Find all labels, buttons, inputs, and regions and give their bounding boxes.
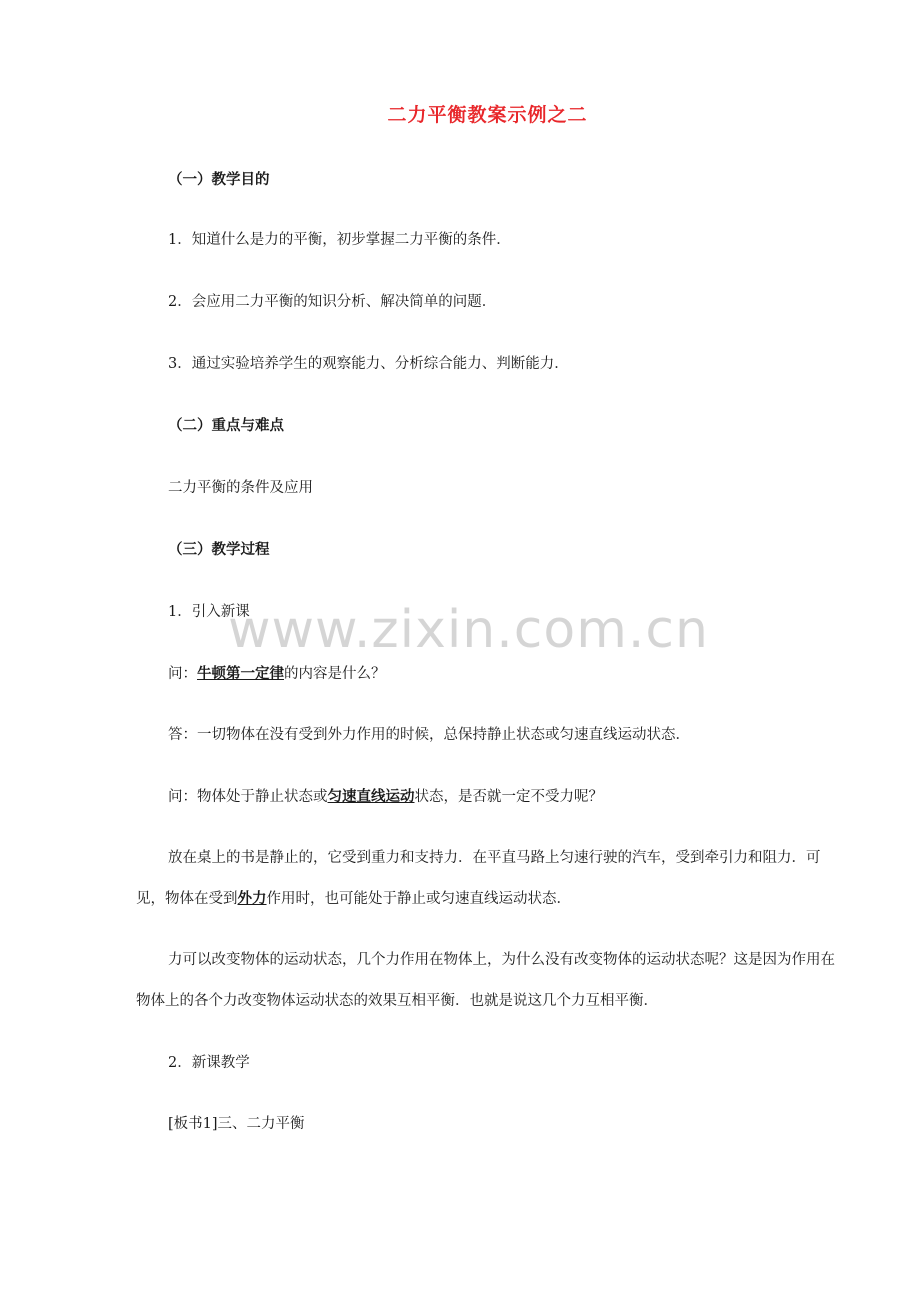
objective-item-1: 1．知道什么是力的平衡，初步掌握二力平衡的条件． bbox=[168, 232, 511, 248]
step-new-lesson: 2．新课教学 bbox=[168, 1055, 250, 1071]
objective-item-2: 2．会应用二力平衡的知识分析、解决简单的问题． bbox=[168, 294, 497, 310]
paragraph-balance-explanation: 力可以改变物体的运动状态，几个力作用在物体上，为什么没有改变物体的运动状态呢？这是因为作用在物体上的各个力改变物体运动状态的效果互相平衡．也就是说这几个力互相平衡． bbox=[136, 952, 835, 1009]
question-2-suffix: 状态，是否就一定不受力呢？ bbox=[414, 789, 603, 805]
paragraph-examples bbox=[136, 838, 846, 920]
answer-1: 答：一切物体在没有受到外力作用的时候，总保持静止状态或匀速直线运动状态． bbox=[168, 727, 690, 743]
external-force-link[interactable]: 外力 bbox=[237, 891, 267, 907]
step-intro: 1．引入新课 bbox=[168, 604, 250, 620]
question-2 bbox=[168, 787, 603, 807]
question-1-prefix: 问： bbox=[168, 666, 197, 682]
paragraph-examples-prefix: 放在桌上的书是静止的，它受到重力和支持力．在平直马路上匀速行驶的汽车，受到牵引力和阻力．可见，物体在受到 bbox=[136, 850, 821, 907]
question-1 bbox=[168, 664, 386, 684]
paragraph-examples-suffix: 作用时，也可能处于静止或匀速直线运动状态． bbox=[266, 891, 571, 907]
section-heading-key-points: （二）重点与难点 bbox=[168, 418, 284, 434]
section-heading-process: （三）教学过程 bbox=[168, 542, 270, 558]
newton-first-law-link[interactable]: 牛顿第一定律 bbox=[197, 666, 284, 682]
key-points-text: 二力平衡的条件及应用 bbox=[168, 480, 313, 496]
section-heading-objectives: （一）教学目的 bbox=[168, 172, 270, 188]
watermark: www.zixin.com.cn bbox=[228, 600, 709, 660]
board-note: [板书1]三、二力平衡 bbox=[168, 1116, 305, 1132]
objective-item-3: 3．通过实验培养学生的观察能力、分析综合能力、判断能力． bbox=[168, 356, 569, 372]
document-title: 二力平衡教案示例之二 bbox=[387, 104, 588, 126]
question-1-suffix: 的内容是什么？ bbox=[284, 666, 386, 682]
question-2-prefix: 问：物体处于静止状态或 bbox=[168, 789, 328, 805]
uniform-linear-motion-link[interactable]: 匀速直线运动 bbox=[327, 789, 415, 805]
